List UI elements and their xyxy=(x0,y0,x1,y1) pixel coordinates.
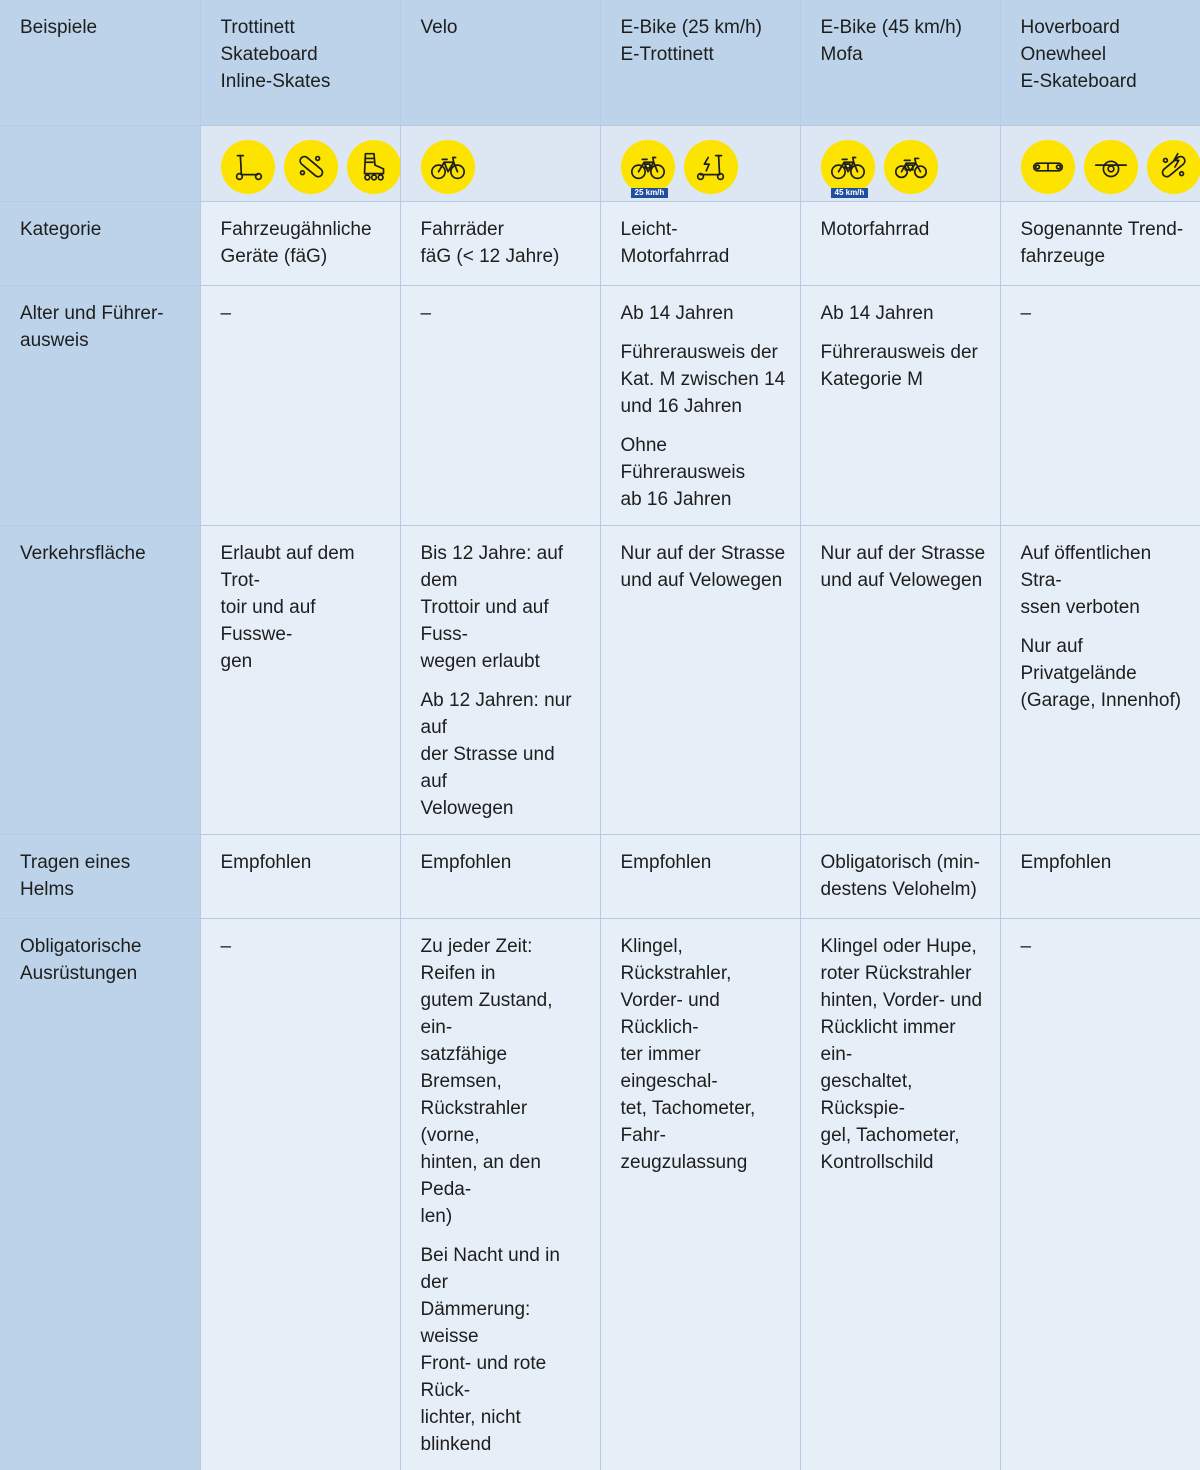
cell-paragraph xyxy=(1021,216,1187,270)
cell-line: und auf Velowegen xyxy=(821,567,986,594)
cell-line: Velowegen xyxy=(421,795,586,822)
cell-line: der Strasse und auf xyxy=(421,741,586,795)
cell-paragraph xyxy=(221,216,386,270)
cell-line: Ab 12 Jahren: nur auf xyxy=(421,687,586,741)
cell-line: Motorfahrrad xyxy=(821,216,986,243)
cell-line: Dämmerung: weisse xyxy=(421,1296,586,1350)
cell-line: – xyxy=(221,300,386,327)
e-scooter-icon xyxy=(684,140,738,194)
icon-cell xyxy=(800,125,1000,201)
vehicle-icon-wrap xyxy=(884,140,938,194)
cell-line: zeugzulassung xyxy=(621,1149,786,1176)
cell-line: Vorder- und Rücklich- xyxy=(621,987,786,1041)
row-label-line: ausweis xyxy=(20,327,186,354)
cell-line: geschaltet, Rückspie- xyxy=(821,1068,986,1122)
table-cell xyxy=(400,525,600,834)
cell-line: Rücklicht immer ein- xyxy=(821,1014,986,1068)
vehicle-icon-wrap xyxy=(284,140,338,194)
inline-skate-icon xyxy=(347,140,401,194)
onewheel-icon xyxy=(1084,140,1138,194)
e-bike-icon xyxy=(821,140,875,194)
kick-scooter-icon xyxy=(221,140,275,194)
cell-paragraph xyxy=(821,540,986,594)
row-kategorie xyxy=(0,201,1200,285)
table-cell xyxy=(800,834,1000,918)
row-helm xyxy=(0,834,1200,918)
table-cell xyxy=(200,201,400,285)
row-label-line: Alter und Führer- xyxy=(20,300,186,327)
table-cell xyxy=(800,918,1000,1470)
row-label xyxy=(0,918,200,1470)
table-cell xyxy=(200,525,400,834)
table-cell xyxy=(600,918,800,1470)
icon-cell xyxy=(1000,125,1200,201)
skateboard-icon xyxy=(284,140,338,194)
cell-line: Leicht-Motorfahrrad xyxy=(621,216,786,270)
cell-line: Kat. M zwischen 14 xyxy=(621,366,786,393)
corner-header-label: Beispiele xyxy=(20,17,97,38)
cell-line: Sogenannte Trend- xyxy=(1021,216,1187,243)
icon-row-header xyxy=(0,125,200,201)
table-cell xyxy=(600,201,800,285)
cell-line: roter Rückstrahler xyxy=(821,960,986,987)
table-cell xyxy=(200,834,400,918)
table-cell xyxy=(1000,201,1200,285)
cell-line: tet, Tachometer, Fahr- xyxy=(621,1095,786,1149)
cell-line: wegen erlaubt xyxy=(421,648,586,675)
cell-paragraph xyxy=(421,1242,586,1458)
row-ausruestungen xyxy=(0,918,1200,1470)
icon-group xyxy=(621,140,786,194)
vehicle-icon-wrap xyxy=(821,140,875,194)
column-header-line: Velo xyxy=(421,14,586,41)
cell-line: Kategorie M xyxy=(821,366,986,393)
cell-line: Bis 12 Jahre: auf dem xyxy=(421,540,586,594)
cell-paragraph xyxy=(621,300,786,327)
cell-line: Fahrzeugähnliche xyxy=(221,216,386,243)
cell-line: Empfohlen xyxy=(421,849,586,876)
column-header-line: E-Bike (45 km/h) xyxy=(821,14,986,41)
e-bike-icon xyxy=(621,140,675,194)
row-label-line: Kategorie xyxy=(20,216,186,243)
cell-line: Klingel oder Hupe, xyxy=(821,933,986,960)
icon-cell xyxy=(600,125,800,201)
column-header xyxy=(400,0,600,125)
cell-paragraph xyxy=(1021,300,1187,327)
cell-line: ssen verboten xyxy=(1021,594,1187,621)
cell-line: Bei Nacht und in der xyxy=(421,1242,586,1296)
row-label xyxy=(0,834,200,918)
cell-paragraph xyxy=(621,540,786,594)
table-cell xyxy=(800,525,1000,834)
cell-line: Zu jeder Zeit: Reifen in xyxy=(421,933,586,987)
cell-paragraph xyxy=(621,933,786,1176)
cell-line: Ab 14 Jahren xyxy=(821,300,986,327)
table-cell xyxy=(600,834,800,918)
table-cell xyxy=(1000,525,1200,834)
icon-group xyxy=(421,140,586,194)
cell-paragraph xyxy=(821,933,986,1176)
vehicle-icon-wrap xyxy=(1021,140,1075,194)
cell-paragraph xyxy=(221,300,386,327)
icon-group xyxy=(1021,140,1187,194)
cell-line: hinten, an den Peda- xyxy=(421,1149,586,1203)
row-verkehrsflaeche xyxy=(0,525,1200,834)
column-header xyxy=(1000,0,1200,125)
row-label-line: Ausrüstungen xyxy=(20,960,186,987)
row-alter-fuehrerausweis xyxy=(0,285,1200,525)
column-header-line: E-Trottinett xyxy=(621,41,786,68)
icon-group xyxy=(821,140,986,194)
cell-paragraph xyxy=(421,687,586,822)
icon-cell xyxy=(400,125,600,201)
cell-line: Führerausweis der xyxy=(821,339,986,366)
bicycle-icon xyxy=(421,140,475,194)
cell-paragraph xyxy=(621,216,786,270)
cell-line: Trottoir und auf Fuss- xyxy=(421,594,586,648)
cell-paragraph xyxy=(421,300,586,327)
cell-paragraph xyxy=(221,849,386,876)
cell-paragraph xyxy=(821,339,986,393)
cell-line: satzfähige Bremsen, xyxy=(421,1041,586,1095)
icon-group xyxy=(221,140,386,194)
moped-icon xyxy=(884,140,938,194)
cell-line: Nur auf der Strasse xyxy=(821,540,986,567)
cell-line: Erlaubt auf dem Trot- xyxy=(221,540,386,594)
table-cell xyxy=(800,201,1000,285)
cell-line: lichter, nicht blinkend xyxy=(421,1404,586,1458)
table-cell xyxy=(200,918,400,1470)
cell-paragraph xyxy=(421,216,586,270)
table-cell xyxy=(1000,834,1200,918)
column-header-line: Trottinett xyxy=(221,14,386,41)
row-label-line: Tragen eines Helms xyxy=(20,849,186,903)
speed-badge: 45 km/h xyxy=(831,188,869,198)
table-cell xyxy=(1000,918,1200,1470)
cell-line: (Garage, Innenhof) xyxy=(1021,687,1187,714)
column-header xyxy=(200,0,400,125)
cell-line: – xyxy=(221,933,386,960)
cell-paragraph xyxy=(221,933,386,960)
column-header-line: E-Skateboard xyxy=(1021,68,1187,95)
cell-line: ab 16 Jahren xyxy=(621,486,786,513)
cell-paragraph xyxy=(421,849,586,876)
header-row xyxy=(0,0,1200,125)
cell-line: Front- und rote Rück- xyxy=(421,1350,586,1404)
cell-line: Fahrräder xyxy=(421,216,586,243)
cell-line: und 16 Jahren xyxy=(621,393,786,420)
vehicle-icon-wrap xyxy=(221,140,275,194)
cell-paragraph xyxy=(1021,849,1187,876)
cell-line: Führerausweis der xyxy=(621,339,786,366)
row-label-line: Verkehrsfläche xyxy=(20,540,186,567)
table-cell xyxy=(200,285,400,525)
table-cell xyxy=(400,918,600,1470)
cell-line: gel, Tachometer, xyxy=(821,1122,986,1149)
cell-line: Rückstrahler (vorne, xyxy=(421,1095,586,1149)
column-header xyxy=(800,0,1000,125)
cell-line: gen xyxy=(221,648,386,675)
cell-line: Auf öffentlichen Stra- xyxy=(1021,540,1187,594)
vehicle-icon-wrap xyxy=(621,140,675,194)
hoverboard-icon xyxy=(1021,140,1075,194)
row-label xyxy=(0,285,200,525)
cell-paragraph xyxy=(621,849,786,876)
vehicle-icon-wrap xyxy=(1147,140,1200,194)
cell-line: und auf Velowegen xyxy=(621,567,786,594)
cell-line: destens Velohelm) xyxy=(821,876,986,903)
column-header xyxy=(600,0,800,125)
table-cell xyxy=(400,285,600,525)
cell-line: hinten, Vorder- und xyxy=(821,987,986,1014)
cell-paragraph xyxy=(421,933,586,1230)
vehicle-icon-wrap xyxy=(421,140,475,194)
corner-header xyxy=(0,0,200,125)
row-label-line: Obligatorische xyxy=(20,933,186,960)
cell-line: Nur auf Privatgelände xyxy=(1021,633,1187,687)
cell-line: – xyxy=(1021,933,1187,960)
cell-paragraph xyxy=(421,540,586,675)
speed-badge: 25 km/h xyxy=(631,188,669,198)
cell-paragraph xyxy=(821,849,986,903)
column-header-line: E-Bike (25 km/h) xyxy=(621,14,786,41)
cell-line: Empfohlen xyxy=(1021,849,1187,876)
icon-row xyxy=(0,125,1200,201)
cell-line: Ab 14 Jahren xyxy=(621,300,786,327)
cell-paragraph xyxy=(221,540,386,675)
cell-line: ter immer eingeschal- xyxy=(621,1041,786,1095)
table-cell xyxy=(800,285,1000,525)
table-cell xyxy=(1000,285,1200,525)
column-header-line: Onewheel xyxy=(1021,41,1187,68)
cell-paragraph xyxy=(821,216,986,243)
cell-paragraph xyxy=(1021,633,1187,714)
table-cell xyxy=(600,525,800,834)
column-header-line: Inline-Skates xyxy=(221,68,386,95)
cell-line: – xyxy=(421,300,586,327)
vehicle-icon-wrap xyxy=(1084,140,1138,194)
cell-paragraph xyxy=(621,432,786,513)
row-label xyxy=(0,525,200,834)
cell-line: fahrzeuge xyxy=(1021,243,1187,270)
table-cell xyxy=(600,285,800,525)
column-header-line: Hoverboard xyxy=(1021,14,1187,41)
row-label xyxy=(0,201,200,285)
column-header-line: Skateboard xyxy=(221,41,386,68)
cell-line: Obligatorisch (min- xyxy=(821,849,986,876)
cell-line: gutem Zustand, ein- xyxy=(421,987,586,1041)
vehicle-icon-wrap xyxy=(684,140,738,194)
e-skateboard-icon xyxy=(1147,140,1200,194)
cell-paragraph xyxy=(1021,540,1187,621)
cell-line: toir und auf Fusswe- xyxy=(221,594,386,648)
table-cell xyxy=(400,201,600,285)
cell-line: Klingel, Rückstrahler, xyxy=(621,933,786,987)
cell-line: – xyxy=(1021,300,1187,327)
cell-line: Kontrollschild xyxy=(821,1149,986,1176)
vehicle-icon-wrap xyxy=(347,140,401,194)
cell-line: Empfohlen xyxy=(621,849,786,876)
cell-paragraph xyxy=(1021,933,1187,960)
cell-paragraph xyxy=(621,339,786,420)
cell-paragraph xyxy=(821,300,986,327)
icon-cell xyxy=(200,125,400,201)
cell-line: Nur auf der Strasse xyxy=(621,540,786,567)
cell-line: Geräte (fäG) xyxy=(221,243,386,270)
column-header-line: Mofa xyxy=(821,41,986,68)
cell-line: len) xyxy=(421,1203,586,1230)
cell-line: fäG (< 12 Jahre) xyxy=(421,243,586,270)
cell-line: Ohne Führerausweis xyxy=(621,432,786,486)
cell-line: Empfohlen xyxy=(221,849,386,876)
table-cell xyxy=(400,834,600,918)
